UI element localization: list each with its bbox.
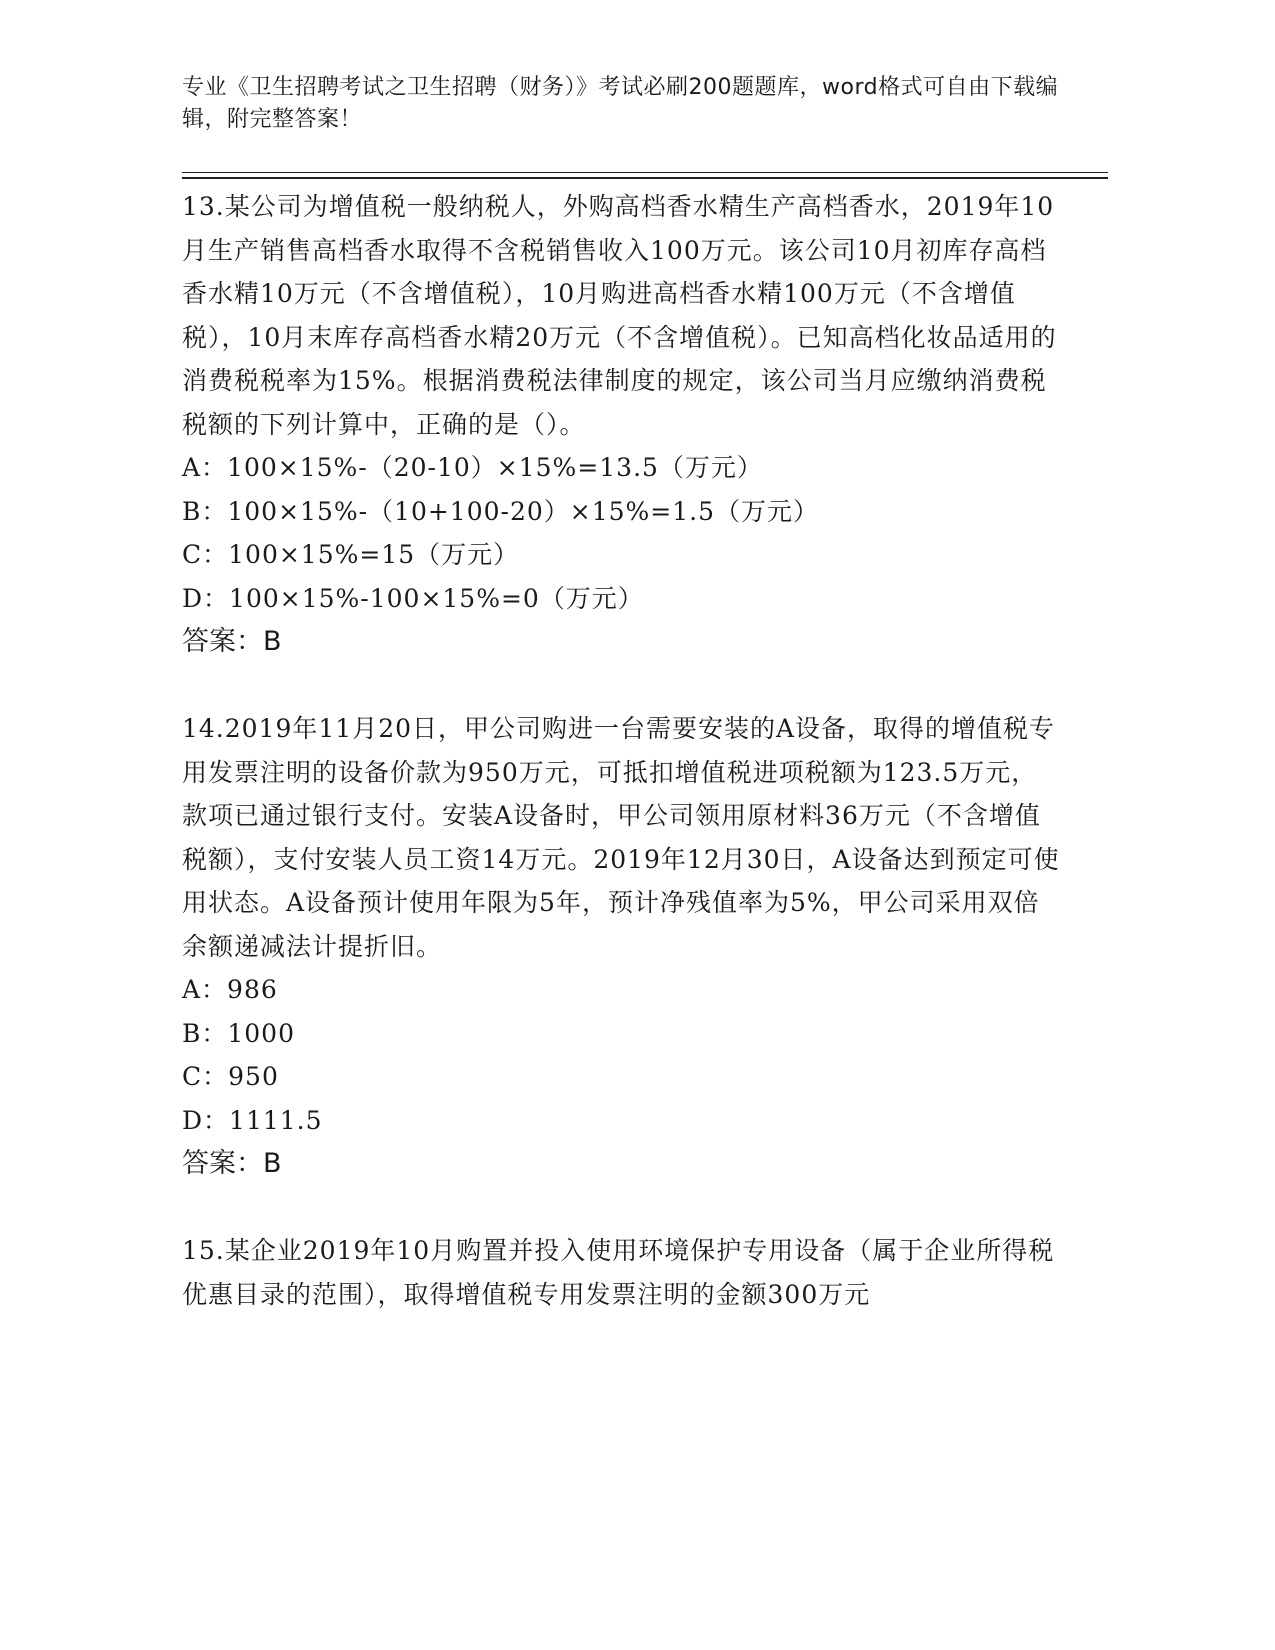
question-text: 15.某企业2019年10月购置并投入使用环境保护专用设备（属于企业所得税优惠目录的范围），取得增值税专用发票注明的金额300万元 (182, 1236, 1055, 1309)
answer: 答案：B (182, 1148, 282, 1179)
option-a: A：100×15%-（20-10）×15%=13.5（万元） (182, 453, 763, 482)
question-text: 13.某公司为增值税一般纳税人，外购高档香水精生产高档香水，2019年10月生产销售高档香水取得不含税销售收入100万元。该公司10月初库存高档香水精10万元（不含增值税），10月购进高档香水精100万元（不含增值税），10月末库存高档香水精20万元（不含增值税）。已知高档化妆品适用的消费税税率为15%。根据消费税法律制度的规定，该公司当月应缴纳消费税税额的下列计算中，正确的是（）。 (182, 192, 1057, 439)
option-c: C：100×15%=15（万元） (182, 540, 520, 569)
document-header: 专业《卫生招聘考试之卫生招聘（财务）》考试必刷200题题库，word格式可自由下载编辑，附完整答案！ (182, 75, 1059, 132)
answer: 答案：B (182, 626, 282, 657)
option-d: D：100×15%-100×15%=0（万元） (182, 583, 644, 613)
header-divider-thick (182, 177, 1108, 179)
spacer (182, 664, 1062, 708)
question-list (182, 185, 1062, 1316)
option-c: C：950 (182, 1062, 279, 1091)
option-d: D：1111.5 (182, 1105, 323, 1135)
question-13 (182, 185, 1062, 664)
header-divider-thin (182, 172, 1108, 173)
spacer (182, 1186, 1062, 1230)
question-15 (182, 1229, 1062, 1316)
option-a: A：986 (182, 975, 278, 1004)
option-b: B：100×15%-（10+100-20）×15%=1.5（万元） (182, 496, 820, 526)
option-b: B：1000 (182, 1018, 295, 1048)
question-text: 14.2019年11月20日，甲公司购进一台需要安装的A设备，取得的增值税专用发票注明的设备价款为950万元，可抵扣增值税进项税额为123.5万元，款项已通过银行支付。安装A设备时，甲公司领用原材料36万元（不含增值税额），支付安装人员工资14万元。2019年12月30日，A设备达到预定可使用状态。A设备预计使用年限为5年，预计净残值率为5%，甲公司采用双倍余额递减法计提折旧。 (182, 714, 1060, 961)
question-14 (182, 707, 1062, 1186)
